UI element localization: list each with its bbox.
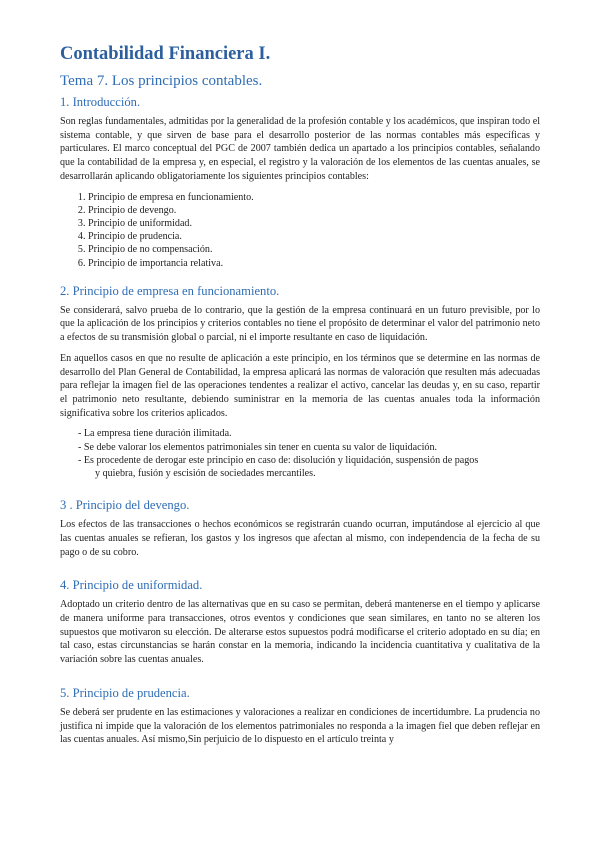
section-heading-prudencia: 5. Principio de prudencia. <box>60 685 190 700</box>
empresa-paragraph-2: En aquellos casos en que no resulte de aplicación a este principio, en los términos que se determine en las normas de desarrollo del Plan General de Contabilidad, la empresa aplicará las normas de valoración que resulten más adecuadas para reflejar la imagen fiel de las operaciones tendentes a realizar el activo, cancelar las deudas y, en su caso, repartir el patrimonio neto resultante, debiendo suministrar en la memoria de las cuentas anuales toda la información significativa sobre los criterios aplicados. <box>60 352 540 419</box>
prudencia-paragraph: Se deberá ser prudente en las estimaciones y valoraciones a realizar en condiciones de incertidumbre. La prudencia no justifica ni impide que la valoración de los elementos patrimoniales no responda a la imagen fiel que deben reflejar en las cuentas anuales. Así mismo,Sin perjuicio de lo dispuesto en el artículo treinta y <box>60 706 540 746</box>
list-item: 3. Principio de uniformidad. <box>88 217 540 230</box>
list-item: 4. Principio de prudencia. <box>88 230 540 243</box>
bullet-text: - Es procedente de derogar este principio en caso de: disolución y liquidación, suspensión de pagos <box>78 454 479 466</box>
list-item <box>78 454 540 480</box>
document-title: Contabilidad Financiera I. <box>60 44 271 64</box>
topic-title: Tema 7. Los principios contables. <box>60 73 263 89</box>
principles-list <box>60 191 540 270</box>
section-heading-introduccion: 1. Introducción. <box>60 95 141 109</box>
list-item: 2. Principio de devengo. <box>88 204 540 217</box>
list-item: - La empresa tiene duración ilimitada. <box>78 428 232 440</box>
intro-paragraph: Son reglas fundamentales, admitidas por la generalidad de la profesión contable y los académicos, que inspiran todo el sistema contable, y que sirven de base para el desarrollo posterior de las normas contables más específicas y particulares. El marco conceptual del PGC de 2007 también dedica un apartado a los principios contables, señalando que la contabilidad de la empresa y, en especial, el registro y la valoración de los elementos de las cuentas anuales, se desarrollarán aplicando obligatoriamente los siguientes principios contables: <box>60 116 540 182</box>
list-item: 5. Principio de no compensación. <box>88 243 540 256</box>
section-heading-empresa-funcionamiento: 2. Principio de empresa en funcionamiento. <box>60 283 280 298</box>
section-heading-devengo: 3 . Principio del devengo. <box>60 498 190 513</box>
section-heading-uniformidad: 4. Principio de uniformidad. <box>60 578 203 593</box>
empresa-paragraph-1: Se considerará, salvo prueba de lo contrario, que la gestión de la empresa continuará en un futuro previsible, por lo que la aplicación de los principios y criterios contables no tiene el propósito de determinar el valor del patrimonio neto a efectos de su transmisión global o parcial, ni el importe resultante en caso de liquidación. <box>60 304 540 344</box>
uniformidad-paragraph: Adoptado un criterio dentro de las alternativas que en su caso se permitan, deberá mantenerse en el tiempo y aplicarse de manera uniforme para transacciones, otros eventos y condiciones que sean similares, en tanto no se alteren los supuestos que motivaron su elección. De alterarse estos supuestos podrá modificarse el criterio adoptado en su día; en tal caso, estas circunstancias se harán constar en la memoria, indicando la incidencia cuantitativa y cualitativa de la variación sobre las cuentas anuales. <box>60 599 540 666</box>
list-item: 1. Principio de empresa en funcionamiento. <box>88 191 540 204</box>
devengo-paragraph: Los efectos de las transacciones o hechos económicos se registrarán cuando ocurran, imputándose al ejercicio al que las cuentas anuales se refieran, los gastos y los ingresos que afectan al mismo, con independencia de la fecha de su pago o de su cobro. <box>60 519 540 558</box>
list-item: - Se debe valorar los elementos patrimoniales sin tener en cuenta su valor de liquidación. <box>78 441 438 453</box>
list-item: 6. Principio de importancia relativa. <box>88 257 540 270</box>
bullet-continuation: y quiebra, fusión y escisión de sociedades mercantiles. <box>95 467 316 479</box>
empresa-bullet-list <box>60 427 540 480</box>
